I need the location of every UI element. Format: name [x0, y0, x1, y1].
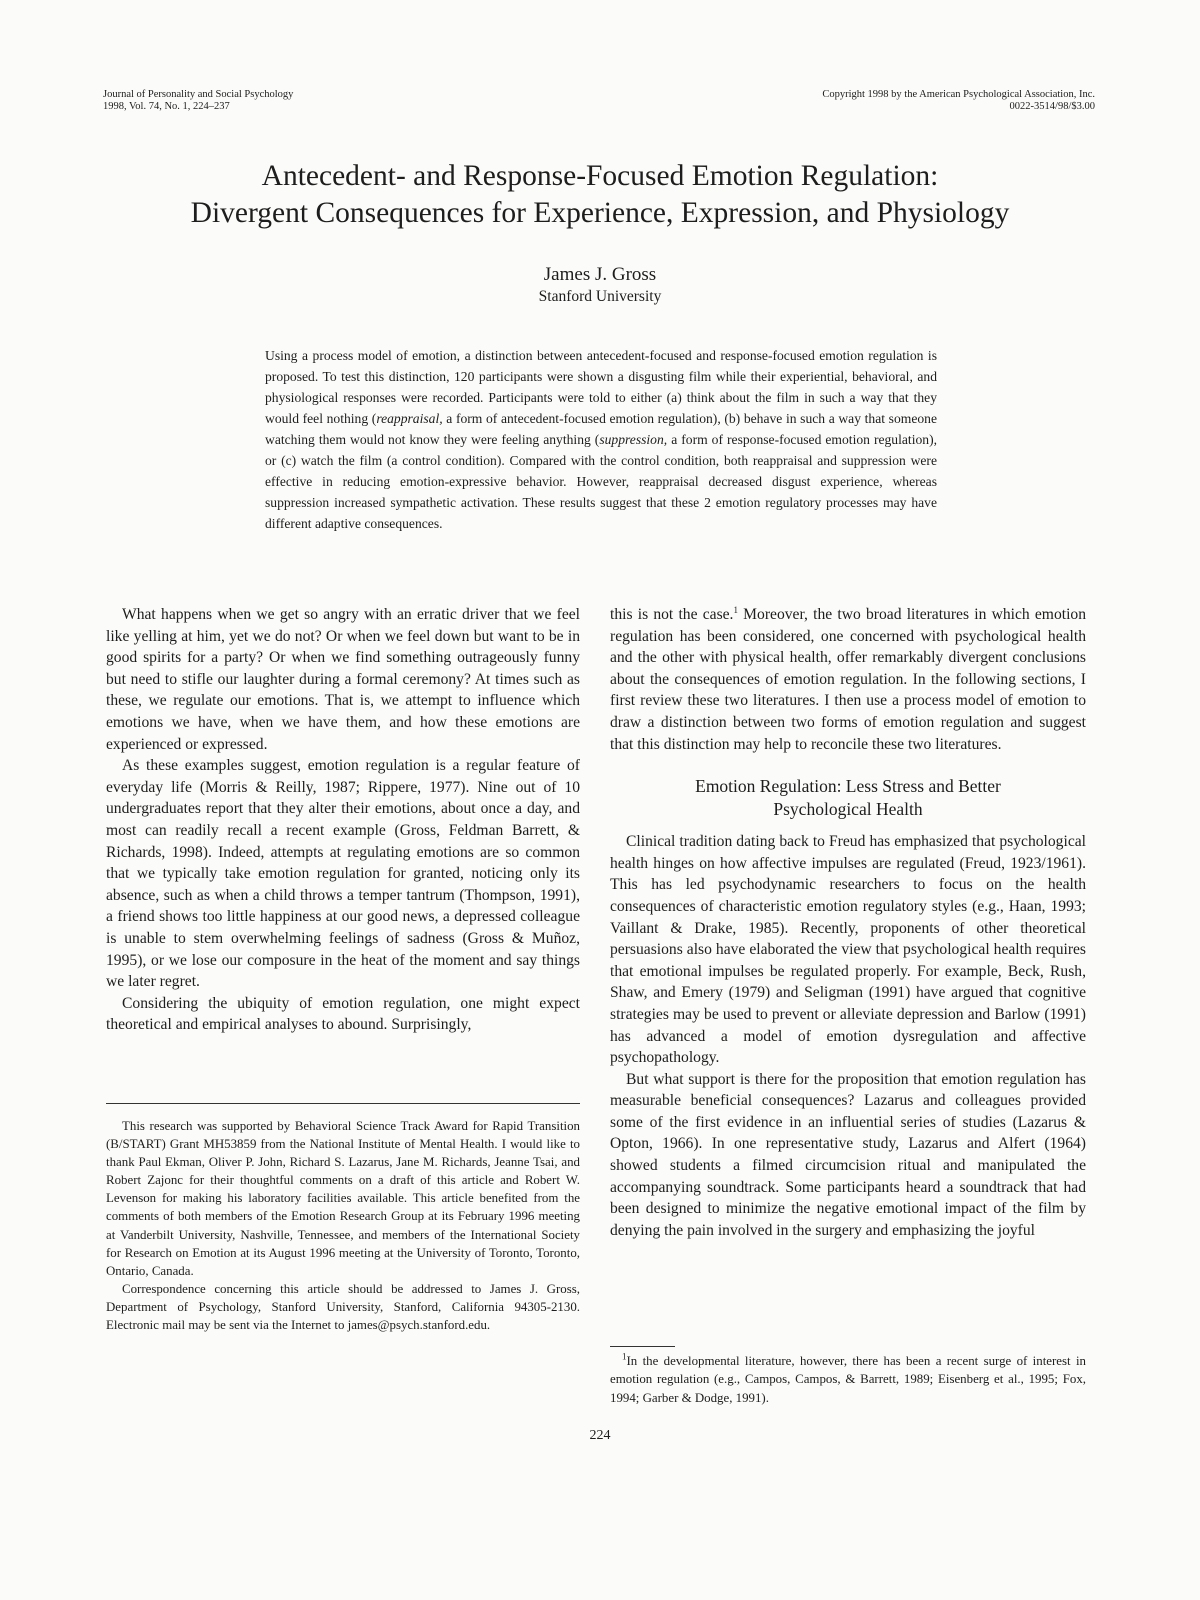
abstract-text-1: Using a process model of emotion, a distinction between antecedent-focused and response-focused emotion regulation is proposed. To test this distinction, 120 participants were shown a disgusting film while their experiential, behavioral, and physiological responses were recorded. Participants were told to either (a) think about the film in such a way that they would feel nothing (	[265, 348, 937, 426]
journal-citation	[103, 89, 293, 113]
abstract	[265, 345, 937, 534]
footnote-1-marker: 1	[622, 1351, 627, 1362]
article-title	[100, 158, 1100, 232]
copyright-line: Copyright 1998 by the American Psychological Association, Inc.	[822, 89, 1095, 100]
title-line-2: Divergent Consequences for Experience, Expression, and Physiology	[190, 197, 1010, 229]
acknowledgment-note: This research was supported by Behavioral Science Track Award for Rapid Transition (B/START) Grant MH53859 from the National Institute of Mental Health. I would like to thank Paul Ekman, Oliver P. John, Richard S. Lazarus, Jane M. Richards, Jeanne Tsai, and Robert Zajonc for their thoughtful comments on a draft of this article and Robert W. Levenson for making his laboratory facilities available. This article benefited from the comments of both members of the Emotion Research Group at its February 1996 meeting at Vanderbilt University, Nashville, Tennessee, and members of the International Society for Research on Emotion at its August 1996 meeting at the University of Toronto, Toronto, Ontario, Canada.	[106, 1119, 580, 1278]
author-block	[400, 263, 800, 307]
title-line-1: Antecedent- and Response-Focused Emotion Regulation:	[261, 160, 939, 192]
journal-volume: 1998, Vol. 74, No. 1, 224–237	[103, 101, 230, 112]
section-heading-line-1: Emotion Regulation: Less Stress and Better	[695, 776, 1001, 797]
page-number: 224	[589, 1428, 611, 1443]
body-paragraph-2: As these examples suggest, emotion regulation is a regular feature of everyday life (Morris & Reilly, 1987; Rippere, 1977). Nine out of 10 undergraduates report that they alter their emotions, about once a day, and most can readily recall a recent example (Gross, Feldman Barrett, & Richards, 1998). Indeed, attempts at regulating emotions are so common that we typically take emotion regulation for granted, noticing only its absence, such as when a child throws a temper tantrum (Thompson, 1991), a friend shows too little happiness at our good news, a depressed colleague is unable to stem overwhelming feelings of sadness (Gross & Muñoz, 1995), or we lose our composure in the heat of the moment and say things we later regret.	[106, 757, 580, 991]
body-paragraph-3: Considering the ubiquity of emotion regulation, one might expect theoretical and empirical analyses to abound. Surprisingly,	[106, 994, 580, 1034]
abstract-suppression-term: suppression,	[599, 432, 668, 447]
footnote-divider-short	[610, 1346, 675, 1347]
correspondence-note: Correspondence concerning this article should be addressed to James J. Gross, Department of Psychology, Stanford University, Stanford, California 94305-2130. Electronic mail may be sent via the Internet to james@psych.stanford.edu.	[106, 1281, 580, 1333]
abstract-text-2: a form of antecedent-focused emotion regulation), (b) behave in such a way that someone watching them would not know they were feeling anything (	[265, 411, 937, 447]
footnote-1	[610, 1352, 1086, 1407]
abstract-reappraisal-term: reappraisal,	[376, 411, 443, 426]
paragraph-4-text-2: Moreover, the two broad literatures in which emotion regulation has been considered, one concerned with psychological health and the other with physical health, offer remarkably divergent conclusions about the consequences of emotion regulation. In the following sections, I first review these two literatures. I then use a process model of emotion to draw a distinction between two forms of emotion regulation and suggest that this distinction may help to reconcile these two literatures.	[610, 606, 1086, 753]
body-paragraph-4	[610, 604, 1086, 755]
section-heading	[610, 775, 1086, 821]
footnote-1-text: In the developmental literature, however, there has been a recent surge of interest in emotion regulation (e.g., Campos, Campos, & Barrett, 1989; Eisenberg et al., 1995; Fox, 1994; Garber & Dodge, 1991).	[610, 1354, 1086, 1405]
right-column	[610, 604, 1086, 1241]
body-paragraph-6: But what support is there for the proposition that emotion regulation has measurable beneficial consequences? Lazarus and colleagues provided some of the first evidence in an influential series of studies (Lazarus & Opton, 1966). In one representative study, Lazarus and Alfert (1964) showed students a filmed circumcision ritual and manipulated the accompanying soundtrack. Some participants heard a soundtrack that had been designed to minimize the negative emotional impact of the film by denying the pain involved in the surgery and emphasizing the joyful	[610, 1070, 1086, 1239]
copyright-notice	[822, 89, 1095, 113]
left-column	[106, 604, 580, 1036]
body-paragraph-5: Clinical tradition dating back to Freud has emphasized that psychological health hinges on how affective impulses are regulated (Freud, 1923/1961). This has led psychodynamic researchers to focus on the health consequences of characteristic emotion regulatory styles (e.g., Haan, 1993; Vaillant & Drake, 1985). Recently, proponents of other theoretical persuasions also have elaborated the view that psychological health requires that emotional impulses be regulated properly. For example, Beck, Rush, Shaw, and Emery (1979) and Seligman (1991) have argued that cognitive strategies may be used to prevent or alleviate depression and Barlow (1991) has advanced a model of emotion dysregulation and affective psychopathology.	[610, 833, 1086, 1067]
footnote-divider	[106, 1103, 580, 1104]
author-name: James J. Gross	[543, 264, 657, 285]
paragraph-4-text-1: this is not the case.	[610, 606, 734, 623]
footnote-marker: 1	[733, 604, 738, 615]
body-paragraph-1: What happens when we get so angry with an erratic driver that we feel like yelling at him, yet we do not? Or when we feel down but want to be in good spirits for a party? Or when we find something outrageously funny but need to stifle our laughter during a formal ceremony? At times such as these, we regulate our emotions. That is, we attempt to influence which emotions we have, when we have them, and how these emotions are experienced or expressed.	[106, 606, 580, 753]
author-affiliation: Stanford University	[538, 288, 662, 305]
abstract-text-3: a form of response-focused emotion regulation), or (c) watch the film (a control condition). Compared with the control condition, both reappraisal and suppression were effective in reducing emotion-expressive behavior. However, reappraisal decreased disgust experience, whereas suppression increased sympathetic activation. These results suggest that these 2 emotion regulatory processes may have different adaptive consequences.	[265, 432, 937, 531]
author-note	[106, 1117, 580, 1334]
journal-name: Journal of Personality and Social Psychology	[103, 89, 294, 100]
issn-line: 0022-3514/98/$3.00	[1009, 101, 1095, 112]
section-heading-line-2: Psychological Health	[773, 799, 923, 820]
